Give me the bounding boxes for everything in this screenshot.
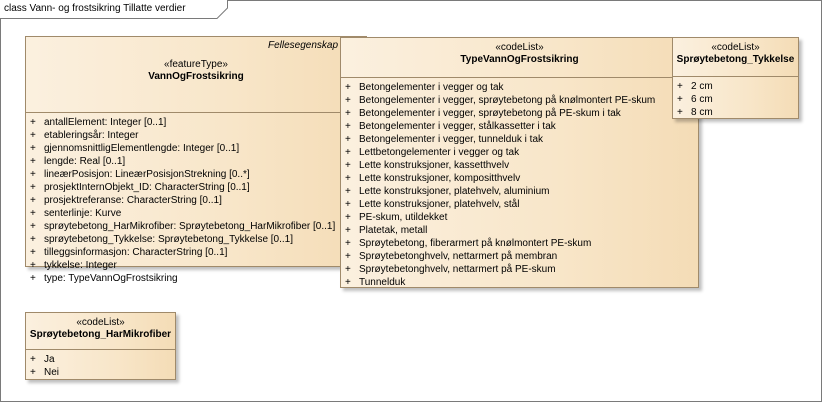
- attribute-row-text: lineærPosisjon: LineærPosisjonStrekning [0..*]: [44, 169, 250, 180]
- enum-value-row-text: Ja: [44, 354, 55, 365]
- enum-value-row-text: 6 cm: [691, 94, 713, 105]
- attribute-row[interactable]: [26, 259, 366, 272]
- visibility-public-icon: +: [30, 367, 36, 378]
- visibility-public-icon: +: [345, 108, 351, 119]
- attribute-row[interactable]: [26, 116, 366, 129]
- enum-value-row[interactable]: [26, 366, 175, 379]
- stereotype-label: «codeList»: [711, 42, 760, 53]
- enum-value-row-text: Sprøytebetonghvelv, nettarmert på PE-skum: [359, 264, 556, 275]
- attribute-row-text: tilleggsinformasjon: CharacterString [0..1]: [44, 247, 228, 258]
- attribute-row[interactable]: [26, 220, 366, 233]
- visibility-public-icon: +: [677, 94, 683, 105]
- enum-value-row-text: 2 cm: [691, 81, 713, 92]
- visibility-public-icon: +: [30, 117, 36, 128]
- attribute-row[interactable]: [26, 129, 366, 142]
- enum-value-row-text: Sprøytebetonghvelv, nettarmert på membran: [359, 251, 558, 262]
- value-list: [26, 350, 175, 379]
- visibility-public-icon: +: [345, 82, 351, 93]
- visibility-public-icon: +: [345, 173, 351, 184]
- enum-value-row-text: Tunnelduk: [359, 277, 406, 288]
- enum-value-row-text: Lette konstruksjoner, platehvelv, aluminium: [359, 186, 550, 197]
- stereotype-label: «codeList»: [76, 317, 125, 328]
- visibility-public-icon: +: [345, 251, 351, 262]
- enum-value-row-text: Lette konstruksjoner, kompositthvelv: [359, 173, 521, 184]
- visibility-public-icon: +: [345, 186, 351, 197]
- visibility-public-icon: +: [345, 147, 351, 158]
- visibility-public-icon: +: [30, 208, 36, 219]
- stereotype-label: «codeList»: [495, 42, 544, 53]
- enum-value-row[interactable]: [26, 353, 175, 366]
- enum-value-row-text: Betongelementer i vegger, sprøytebetong på knølmontert PE-skum: [359, 95, 656, 106]
- enum-value-row[interactable]: [341, 263, 698, 276]
- frame-title: class Vann- og frostsikring Tillatte verdier: [4, 3, 186, 14]
- enum-value-row-text: Nei: [44, 367, 60, 378]
- attribute-list: [26, 113, 366, 285]
- enum-value-row[interactable]: [341, 94, 698, 107]
- attribute-row-text: lengde: Real [0..1]: [44, 156, 126, 167]
- enum-value-row[interactable]: [341, 159, 698, 172]
- stereotype-label: «featureType»: [164, 59, 228, 70]
- enum-value-row[interactable]: [341, 198, 698, 211]
- visibility-public-icon: +: [677, 81, 683, 92]
- attribute-row-text: gjennomsnittligElementlengde: Integer [0..1]: [44, 143, 240, 154]
- attribute-row[interactable]: [26, 246, 366, 259]
- attribute-row-text: type: TypeVannOgFrostsikring: [44, 273, 178, 284]
- enum-value-row-text: Betongelementer i vegger, tunnelduk i tak: [359, 134, 544, 145]
- enum-value-row[interactable]: [341, 237, 698, 250]
- attribute-row-text: prosjektInternObjekt_ID: CharacterString [0..1]: [44, 182, 250, 193]
- attribute-row-text: sprøytebetong_Tykkelse: Sprøytebetong_Tykkelse [0..1]: [44, 234, 294, 245]
- visibility-public-icon: +: [30, 354, 36, 365]
- class-header: [26, 59, 366, 113]
- enum-value-row-text: PE-skum, utildekket: [359, 212, 448, 223]
- enum-value-row[interactable]: [341, 224, 698, 237]
- attribute-row[interactable]: [26, 142, 366, 155]
- enum-value-row-text: Betongelementer i vegger, sprøytebetong på PE-skum i tak: [359, 108, 621, 119]
- class-header: [26, 317, 175, 350]
- attribute-row[interactable]: [26, 233, 366, 246]
- attribute-row-text: etableringsår: Integer: [44, 130, 139, 141]
- class-header: [341, 42, 698, 78]
- enum-value-row[interactable]: [341, 133, 698, 146]
- visibility-public-icon: +: [345, 134, 351, 145]
- visibility-public-icon: +: [30, 130, 36, 141]
- visibility-public-icon: +: [30, 260, 36, 271]
- enum-value-row-text: Betongelementer i vegger og tak: [359, 82, 504, 93]
- visibility-public-icon: +: [30, 273, 36, 284]
- attribute-row[interactable]: [26, 194, 366, 207]
- attribute-row-text: sprøytebetong_HarMikrofiber: Sprøytebetong_HarMikrofiber [0..1]: [44, 221, 336, 232]
- enum-value-row[interactable]: [341, 211, 698, 224]
- visibility-public-icon: +: [345, 95, 351, 106]
- visibility-public-icon: +: [345, 212, 351, 223]
- attribute-row-text: tykkelse: Integer: [44, 260, 117, 271]
- visibility-public-icon: +: [345, 277, 351, 288]
- visibility-public-icon: +: [30, 247, 36, 258]
- enum-value-row[interactable]: [341, 120, 698, 133]
- enum-value-row-text: Lette konstruksjoner, kassetthvelv: [359, 160, 510, 171]
- class-name: Sprøytebetong_Tykkelse: [676, 54, 795, 65]
- attribute-row[interactable]: [26, 155, 366, 168]
- enum-value-row[interactable]: [341, 250, 698, 263]
- enum-value-row[interactable]: [673, 93, 798, 106]
- attribute-row-text: prosjektreferanse: CharacterString [0..1]: [44, 195, 222, 206]
- enum-value-row-text: Platetak, metall: [359, 225, 428, 236]
- class-name: TypeVannOgFrostsikring: [460, 54, 579, 65]
- class-header: [673, 42, 798, 77]
- enum-value-row-text: Sprøytebetong, fiberarmert på knølmontert PE-skum: [359, 238, 592, 249]
- visibility-public-icon: +: [30, 234, 36, 245]
- class-sproytebetong-harmikrofiber[interactable]: [25, 312, 176, 380]
- visibility-public-icon: +: [30, 156, 36, 167]
- visibility-public-icon: +: [345, 238, 351, 249]
- attribute-row[interactable]: [26, 207, 366, 220]
- attribute-row-text: antallElement: Integer [0..1]: [44, 117, 167, 128]
- enum-value-row[interactable]: [673, 106, 798, 119]
- generalization-label: Fellesegenskap: [268, 40, 339, 51]
- class-vannogfrostsikring[interactable]: [25, 36, 367, 284]
- visibility-public-icon: +: [30, 221, 36, 232]
- visibility-public-icon: +: [345, 199, 351, 210]
- enum-value-row[interactable]: [341, 81, 698, 94]
- visibility-public-icon: +: [345, 225, 351, 236]
- frame-title-tab: [0, 0, 228, 18]
- enum-value-row[interactable]: [673, 80, 798, 93]
- visibility-public-icon: +: [30, 169, 36, 180]
- enum-value-row-text: 8 cm: [691, 107, 713, 118]
- enum-value-row[interactable]: [341, 146, 698, 159]
- value-list: [673, 77, 798, 119]
- attribute-row-text: senterlinje: Kurve: [44, 208, 122, 219]
- attribute-row[interactable]: [26, 181, 366, 194]
- enum-value-row-text: Betongelementer i vegger, stålkassetter i tak: [359, 121, 556, 132]
- class-sproytebetong-tykkelse[interactable]: [672, 37, 799, 119]
- visibility-public-icon: +: [30, 143, 36, 154]
- attribute-row[interactable]: [26, 168, 366, 181]
- value-list: [341, 78, 698, 289]
- enum-value-row[interactable]: [341, 185, 698, 198]
- visibility-public-icon: +: [345, 121, 351, 132]
- visibility-public-icon: +: [345, 264, 351, 275]
- class-name: Sprøytebetong_HarMikrofiber: [29, 329, 172, 340]
- class-name: VannOgFrostsikring: [148, 71, 244, 82]
- enum-value-row[interactable]: [341, 276, 698, 289]
- enum-value-row[interactable]: [341, 107, 698, 120]
- visibility-public-icon: +: [677, 107, 683, 118]
- enum-value-row-text: Lettbetongelementer i vegger og tak: [359, 147, 520, 158]
- enum-value-row-text: Lette konstruksjoner, platehvelv, stål: [359, 199, 520, 210]
- class-typevannogfrostsikring[interactable]: [340, 37, 699, 288]
- visibility-public-icon: +: [30, 182, 36, 193]
- enum-value-row[interactable]: [341, 172, 698, 185]
- visibility-public-icon: +: [345, 160, 351, 171]
- visibility-public-icon: +: [30, 195, 36, 206]
- attribute-row[interactable]: [26, 272, 366, 285]
